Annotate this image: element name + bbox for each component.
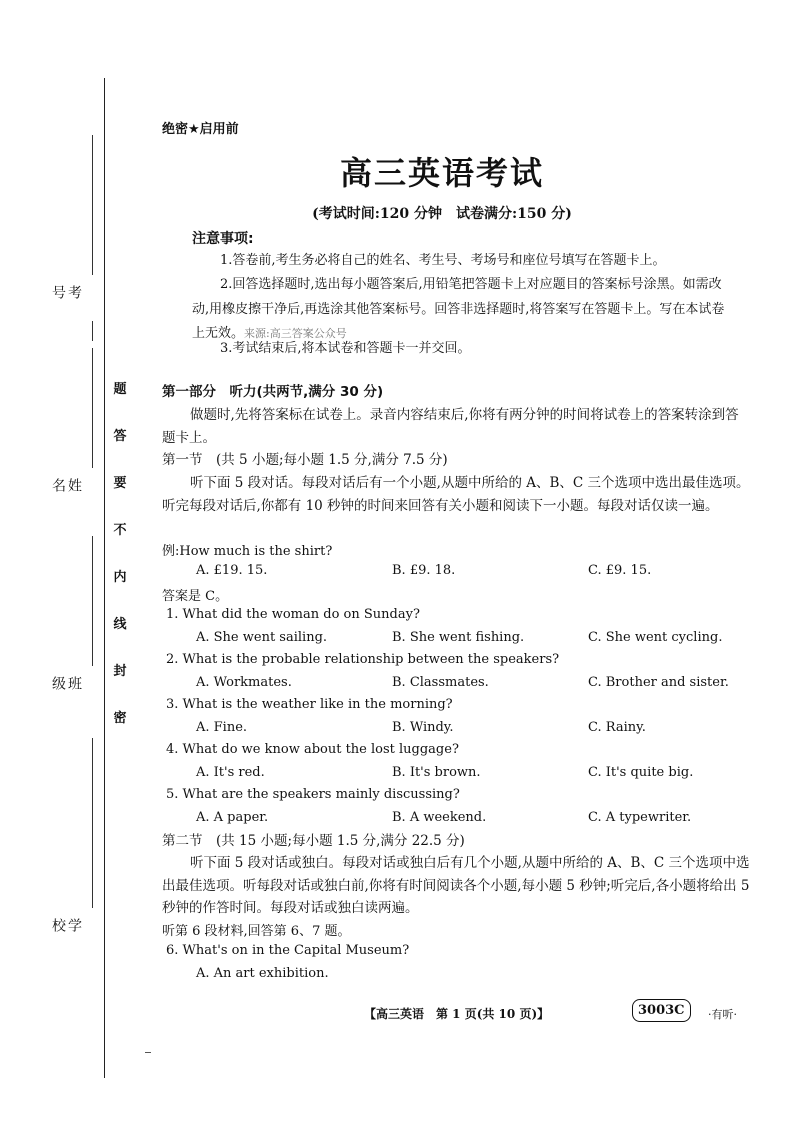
listening-mark: ·有听·: [708, 1008, 737, 1021]
part1-heading: 第一部分 听力(共两节,满分 30 分): [162, 384, 384, 400]
q3-option-b: B. Windy.: [392, 720, 454, 735]
seal-char: 内: [113, 570, 127, 585]
binding-strip: [0, 0, 150, 1123]
section2-instruction: 听下面 5 段对话或独白。每段对话或独白后有几个小题,从题中所给的 A、B、C 三个选项中选出最佳选项。听每段对话或独白前,你将有时间阅读各个小题,每小题 5 秒钟;听完后,各小题将给出 5 秒钟的作答时间。每段对话或独白读两遍。: [162, 855, 750, 916]
q3-option-a: A. Fine.: [196, 720, 248, 735]
q1-option-a: A. She went sailing.: [196, 630, 328, 645]
section2-heading: 第二节 (共 15 小题;每小题 1.5 分,满分 22.5 分): [162, 833, 465, 849]
question-4: 4. What do we know about the lost luggage?: [166, 742, 459, 757]
seal-char: 密: [113, 711, 127, 726]
q2-option-a: A. Workmates.: [196, 675, 292, 690]
page-title: 高三英语考试: [339, 154, 544, 192]
question-5: 5. What are the speakers mainly discussing?: [166, 787, 460, 802]
question-6: 6. What's on in the Capital Museum?: [166, 943, 410, 958]
seal-char: 封: [113, 664, 127, 679]
page-footer: [162, 1000, 794, 1030]
part1-instruction: 做题时,先将答案标在试卷上。录音内容结束后,你将有两分钟的时间将试卷上的答案转涂到答题卡上。: [162, 407, 739, 446]
q2-option-c: C. Brother and sister.: [588, 675, 729, 690]
material-note: 听第 6 段材料,回答第 6、7 题。: [162, 924, 351, 939]
seal-char: 要: [113, 476, 127, 491]
q6-option-a: A. An art exhibition.: [196, 966, 329, 981]
notice-title: 注意事项:: [192, 231, 254, 247]
section1-instruction: 听下面 5 段对话。每段对话后有一个小题,从题中所给的 A、B、C 三个选项中选出最佳选项。听完每段对话后,你都有 10 秒钟的时间来回答有关小题和阅读下一小题。每段对话仅读一遍。: [162, 475, 750, 514]
page-info: 【高三英语 第 1 页(共 10 页)】: [364, 1007, 550, 1021]
notice-item-3: 3.考试结束后,将本试卷和答题卡一并交回。: [220, 341, 471, 356]
binding-line: [104, 78, 105, 1078]
example-question: 例:How much is the shirt?: [162, 544, 333, 559]
source-note: 来源:高三答案公众号: [244, 327, 347, 340]
exam-code-badge: 3003C: [632, 999, 691, 1022]
notice-item-2: [192, 273, 732, 347]
field-underline: [92, 738, 93, 908]
question-2: 2. What is the probable relationship between the speakers?: [166, 652, 560, 667]
seal-char: 不: [113, 523, 127, 538]
field-label: 姓名: [50, 478, 82, 492]
notice-item-1: 1.答卷前,考生务必将自己的姓名、考生号、考场号和座位号填写在答题卡上。: [220, 253, 666, 268]
question-3: 3. What is the weather like in the morning?: [166, 697, 453, 712]
q5-option-c: C. A typewriter.: [588, 810, 692, 825]
q4-option-b: B. It's brown.: [392, 765, 481, 780]
field-underline: [92, 321, 93, 341]
field-underline: [92, 348, 93, 468]
section1-heading: 第一节 (共 5 小题;每小题 1.5 分,满分 7.5 分): [162, 452, 448, 468]
field-label: 班级: [50, 676, 82, 690]
field-label: 考号: [50, 285, 82, 299]
seal-char: 答: [113, 429, 127, 444]
field-underline: [92, 536, 93, 666]
example-option-b: B. £9. 18.: [392, 563, 456, 578]
seal-char: 线: [113, 617, 127, 632]
q5-option-b: B. A weekend.: [392, 810, 487, 825]
example-answer: 答案是 C。: [162, 589, 229, 604]
example-option-c: C. £9. 15.: [588, 563, 652, 578]
q1-option-b: B. She went fishing.: [392, 630, 525, 645]
question-1: 1. What did the woman do on Sunday?: [166, 607, 420, 622]
example-option-a: A. £19. 15.: [196, 563, 268, 578]
q5-option-a: A. A paper.: [196, 810, 269, 825]
seal-char: 题: [113, 382, 127, 397]
margin-dash: [145, 1052, 151, 1053]
q4-option-c: C. It's quite big.: [588, 765, 694, 780]
notice-item-2-text: 2.回答选择题时,选出每小题答案后,用铅笔把答题卡上对应题目的答案标号涂黑。如需改动,用橡皮擦干净后,再选涂其他答案标号。回答非选择题时,将答案写在答题卡上。写在本试卷上无效。: [192, 277, 725, 341]
field-label: 学校: [50, 918, 82, 932]
field-underline: [92, 135, 93, 275]
q2-option-b: B. Classmates.: [392, 675, 489, 690]
exam-subtitle: (考试时间:120 分钟 试卷满分:150 分): [312, 206, 572, 222]
q4-option-a: A. It's red.: [196, 765, 265, 780]
q3-option-c: C. Rainy.: [588, 720, 646, 735]
exam-page: [162, 0, 762, 1123]
q1-option-c: C. She went cycling.: [588, 630, 723, 645]
secret-label: 绝密★启用前: [162, 122, 239, 137]
